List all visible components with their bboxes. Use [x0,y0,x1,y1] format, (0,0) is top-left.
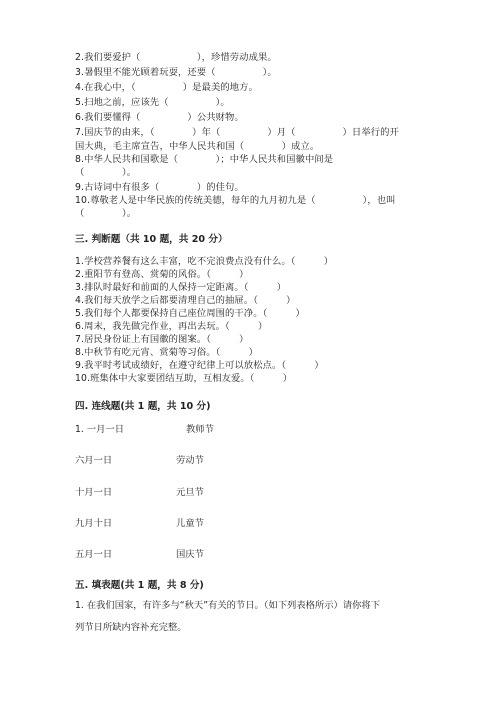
matching-festival: 劳动节 [176,455,204,466]
true-false-item: 8.中秋节有吃元宵、赏菊等习俗。（ ） [75,347,258,358]
section-3-title: 三. 判断题（共 10 题，共 20 分） [75,234,228,245]
fill-table-question: 1. 在我们国家，有许多与“秋天”有关的节日。（如下列表格所示）请你将下 [75,600,381,611]
matching-festival: 元旦节 [176,487,204,498]
matching-date: 五月一日 [75,549,113,560]
fill-table-question: 列节日所缺内容补充完整。 [75,622,187,633]
matching-date: 1. 一月一日 [75,424,125,435]
fill-blank-item: 3.暑假里不能光顾着玩耍，还要（ ）。 [75,67,277,78]
fill-blank-item: 10.尊敬老人是中华民族的传统美德，每年的九月初九是（ ），也叫 [75,195,396,206]
matching-festival: 教师节 [186,424,214,435]
fill-blank-item: 8.中华人民共和国歌是（ ）；中华人民共和国徽中间是 [75,154,334,165]
fill-blank-item: 2.我们要爱护（ ），珍惜劳动成果。 [75,52,277,63]
true-false-item: 10.班集体中大家要团结互助，互相友爱。（ ） [75,373,293,384]
fill-blank-item: （ ）。 [75,208,137,219]
matching-date: 六月一日 [75,455,113,466]
true-false-item: 2.重阳节有登高、赏菊的风俗。（ ） [75,269,249,280]
true-false-item: 9.我平时考试成绩好，在遵守纪律上可以放松点。（ ） [75,360,324,371]
fill-blank-item: 5.扫地之前，应该先（ ）。 [75,97,230,108]
fill-blank-item: 6.我们要懂得（ ）公共财物。 [75,112,244,123]
true-false-item: 7.居民身份证上有国徽的图案。（ ） [75,334,249,345]
matching-festival: 儿童节 [176,518,204,529]
true-false-item: 1.学校营养餐有这么丰富，吃不完浪费点没有什么。（ ） [75,256,334,267]
section-4-title: 四. 连线题(共 1 题，共 10 分) [75,401,211,412]
true-false-item: 4.我们每天放学之后都要清理自己的抽屉。（ ） [75,295,296,306]
fill-blank-item: 国大典，毛主席宣告，中华人民共和国（ ）成立。 [75,141,320,152]
matching-date: 九月十日 [75,518,113,529]
true-false-item: 6.周末，我先做完作业，再出去玩。（ ） [75,321,268,332]
fill-blank-item: 7.国庆节的由来，（ ）年（ ）月（ ）日举行的开 [75,127,399,138]
matching-date: 十月一日 [75,487,113,498]
true-false-item: 5.我们每个人都要保持自己座位周围的干净。（ ） [75,308,305,319]
true-false-item: 3.排队时最好和前面的人保持一定距离。（ ） [75,282,287,293]
fill-blank-item: 9.古诗词中有很多（ ）的佳句。 [75,182,244,193]
fill-blank-item: 4.在我心中，（ ）是最美的地方。 [75,82,258,93]
section-5-title: 五. 填表题(共 1 题，共 8 分) [75,580,204,591]
fill-blank-item: （ ）。 [75,167,137,178]
matching-festival: 国庆节 [176,549,204,560]
